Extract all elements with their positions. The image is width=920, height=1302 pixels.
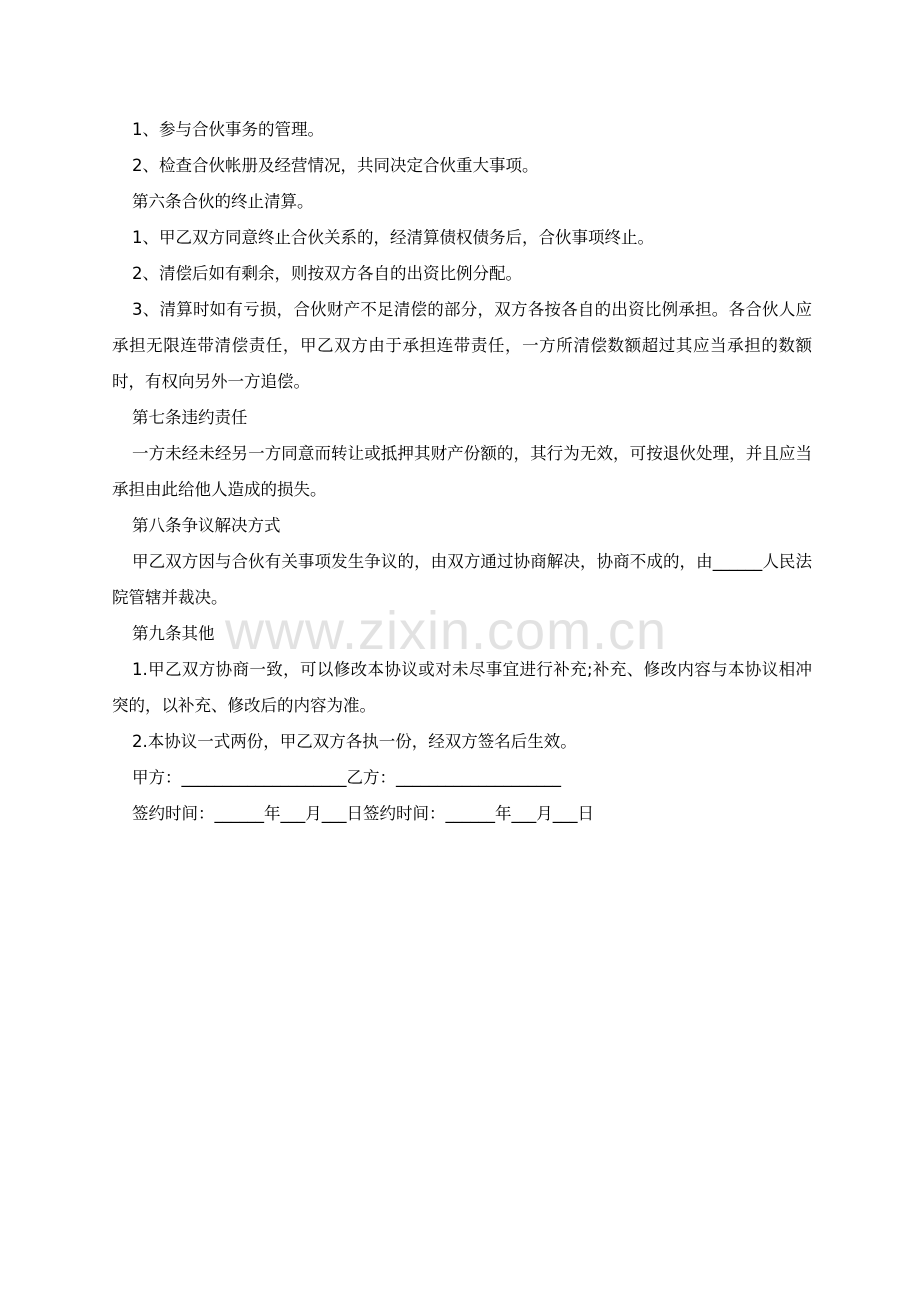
clause-item-loss-liability: 3、清算时如有亏损，合伙财产不足清偿的部分，双方各按各自的出资比例承担。各合伙人应承担无限连带清偿责任，甲乙双方由于承担连带责任，一方所清偿数额超过其应当承担的数额时，有权向另外一方追偿。	[112, 300, 812, 391]
clause-item-surplus-distribution: 2、清偿后如有剩余，则按双方各自的出资比例分配。	[132, 264, 522, 283]
section-heading-article-7: 第七条违约责任	[132, 408, 248, 427]
section-heading-article-8: 第八条争议解决方式	[132, 516, 281, 535]
clause-item-inspect-accounts: 2、检查合伙帐册及经营情况，共同决定合伙重大事项。	[132, 156, 539, 175]
watermark: www.zixin.com.cn	[225, 601, 668, 661]
clause-dispute-resolution: 甲乙双方因与合伙有关事项发生争议的，由双方通过协商解决，协商不成的，由______人民法院管辖并裁决。	[112, 552, 812, 607]
section-heading-article-9: 第九条其他	[132, 624, 215, 643]
clause-item-terminate-partnership: 1、甲乙双方同意终止合伙关系的，经清算债权债务后，合伙事项终止。	[132, 228, 654, 247]
clause-item-copies: 2.本协议一式两份，甲乙双方各执一份，经双方签名后生效。	[132, 732, 577, 751]
section-heading-article-6: 第六条合伙的终止清算。	[132, 192, 314, 211]
signature-parties-line: 甲方：____________________乙方：____________________	[132, 768, 561, 787]
signature-date-line: 签约时间：______年___月___日签约时间：______年___月___日	[132, 804, 594, 823]
clause-item-participate-management: 1、参与合伙事务的管理。	[132, 120, 324, 139]
clause-item-amendments: 1.甲乙双方协商一致，可以修改本协议或对未尽事宜进行补充;补充、修改内容与本协议相冲突的，以补充、修改后的内容为准。	[112, 660, 812, 715]
document-body	[112, 112, 812, 832]
clause-breach-of-contract: 一方未经未经另一方同意而转让或抵押其财产份额的，其行为无效，可按退伙处理，并且应当承担由此给他人造成的损失。	[112, 444, 812, 499]
